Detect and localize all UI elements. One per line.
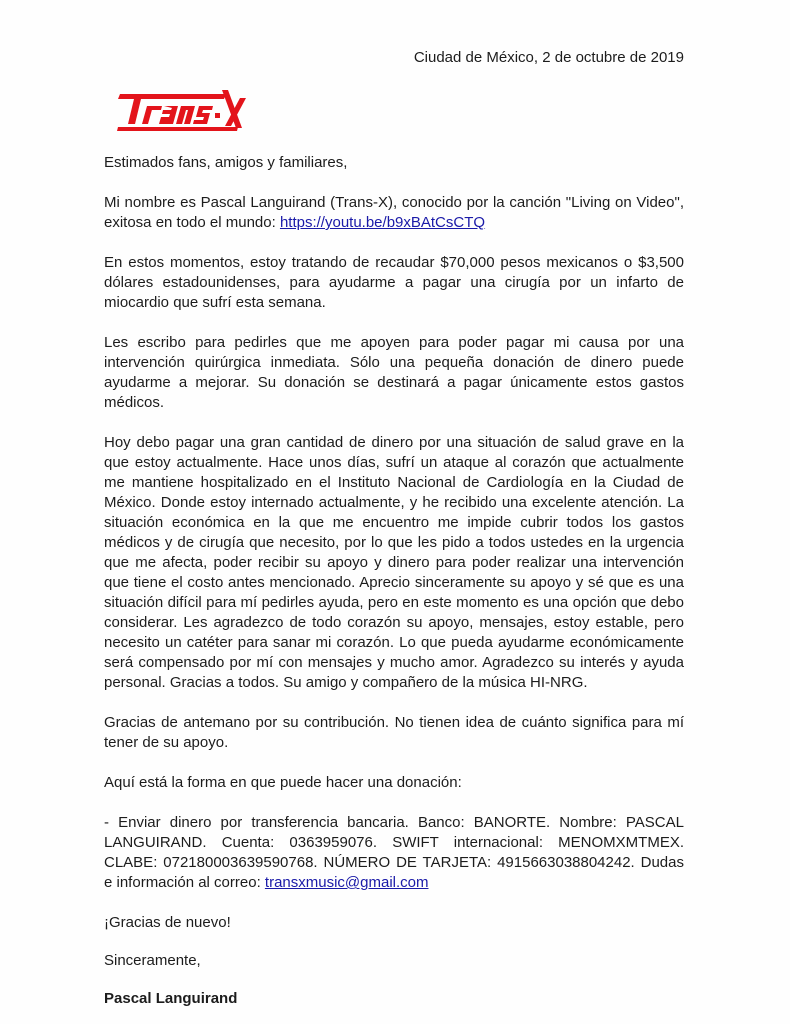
paragraph-donation-intro: Aquí está la forma en que puede hacer una donación:: [104, 774, 462, 791]
date-line: Ciudad de México, 2 de octubre de 2019: [413, 49, 684, 66]
paragraph-intro-text: Mi nombre es Pascal Languirand (Trans-X), conocido por la canción "Living on Video", exitosa en todo el mundo:: [104, 194, 684, 231]
bank-details-text: - Enviar dinero por transferencia bancaria. Banco: BANORTE. Nombre: PASCAL LANGUIRAND. Cuenta: 0363959076. SWIFT internacional: MENOMXMTMEX. CLABE: 072180003639590768. NÚMERO DE TARJETA: 4915663038804242. Dudas e información al correo:: [104, 814, 684, 891]
greeting: Estimados fans, amigos y familiares,: [104, 154, 348, 171]
signature: Pascal Languirand: [104, 990, 238, 1007]
thanks-again: ¡Gracias de nuevo!: [104, 914, 231, 931]
paragraph-intro: [104, 193, 684, 233]
letter-body: [104, 153, 684, 1029]
closing: Sinceramente,: [104, 952, 201, 969]
paragraph-request: Les escribo para pedirles que me apoyen para poder pagar mi causa por una intervención quirúrgica inmediata. Sólo una pequeña donación de dinero puede ayudarme a mejorar. Su donación se destinará a pagar únicamente estos gastos médicos.: [104, 334, 684, 411]
youtube-link[interactable]: https://youtu.be/b9xBAtCsCTQ: [279, 214, 486, 231]
paragraph-thanks-advance: Gracias de antemano por su contribución. No tienen idea de cuánto significa para mí tener de su apoyo.: [104, 714, 684, 751]
paragraph-bank-details: [104, 813, 684, 893]
email-link[interactable]: transxmusic@gmail.com: [264, 874, 429, 891]
paragraph-situation: Hoy debo pagar una gran cantidad de dinero por una situación de salud grave en la que estoy actualmente. Hace unos días, sufrí un ataque al corazón que actualmente me mantiene hospitalizado en el Instituto Nacional de Cardiología en la Ciudad de México. Donde estoy internado actualmente, y he recibido una excelente atención. La situación económica en la que me encuentro me impide cubrir todos los gastos médicos y de cirugía que necesito, por lo que les pido a todos ustedes en la urgencia que me afecta, poder recibir su apoyo y dinero para poder realizar una intervención que tiene el costo antes mencionado. Aprecio sinceramente su apoyo y sé que es una situación difícil para mí pedirles ayuda, pero en este momento es una opción que debo considerar. Les agradezco de todo corazón su apoyo, mensajes, estoy estable, pero necesito un catéter para sanar mi corazón. Lo que pueda ayudarme económicamente será compensado por mí con mensajes y mucho amor. Agradezco su interés y ayuda personal. Gracias a todos. Su amigo y compañero de la música HI-NRG.: [104, 434, 684, 691]
trans-x-logo: [114, 86, 254, 136]
paragraph-goal: En estos momentos, estoy tratando de recaudar $70,000 pesos mexicanos o $3,500 dólares estadounidenses, para ayudarme a pagar una cirugía por un infarto de miocardio que sufrí esta semana.: [104, 254, 684, 311]
